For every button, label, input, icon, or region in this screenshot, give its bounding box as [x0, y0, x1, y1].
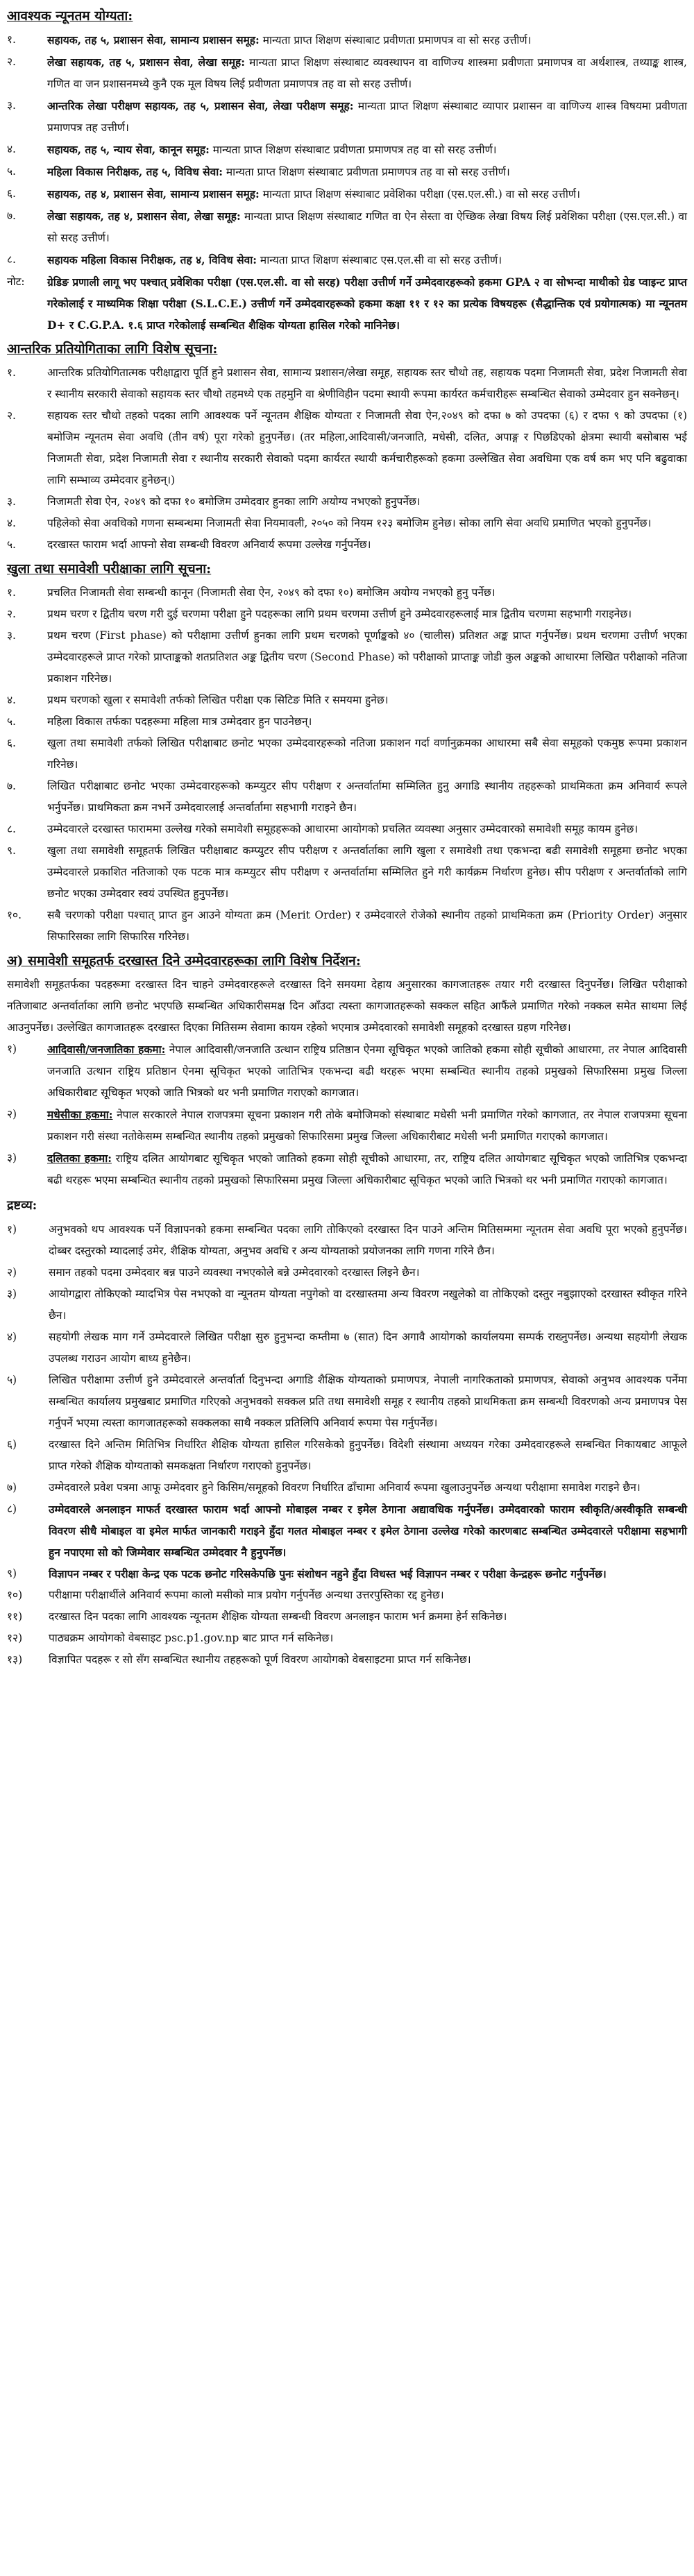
list-item	[7, 95, 687, 139]
group-requirement: राष्ट्रिय दलित आयोगबाट सूचिकृत भएको जातिको हकमा सोही सूचीको आधारमा, तर, राष्ट्रिय दलित आयोगबाट सूचिकृत भएको जातिभित्र एकभन्दा बढी थरहरू भएमा सम्बन्धित स्थानीय तहको प्रमुखको सिफारिसमा प्रमुख जिल्ला अधिकारीबाट सूचिकृत भएको जाति भित्रको थर भनी प्रमाणित गराएको कागजात।	[47, 1152, 688, 1186]
item-number: ५)	[7, 1374, 17, 1386]
item-text: परीक्षामा परीक्षार्थीले अनिवार्य रूपमा कालो मसीको मात्र प्रयोग गर्नुपर्नेछ अन्यथा उत्तरपुस्तिका रद्द हुनेछ।	[49, 1589, 444, 1601]
item-text	[47, 95, 687, 139]
list-item	[7, 405, 687, 491]
open-inclusive-heading: खुला तथा समावेशी परीक्षाका लागि सूचना:	[7, 561, 212, 577]
item-number: ६)	[7, 1438, 17, 1451]
list-item	[7, 625, 687, 690]
post-requirement: मान्यता प्राप्त शिक्षण संस्थाबाट व्यापार प्रशासन वा वाणिज्य शास्त्र विषयमा प्रवीणता प्रमाणपत्र तह उत्तीर्ण।	[47, 100, 687, 134]
item-number: ८.	[7, 823, 16, 835]
post-requirement: मान्यता प्राप्त शिक्षण संस्थाबाट गणित वा ऐन सेस्ता वा ऐच्छिक लेखा विषय लिई प्रवेशिका परीक्षा (एस.एल.सी.) वा सो सरह उत्तीर्ण।	[47, 210, 688, 244]
item-text: प्रचलित निजामती सेवा सम्बन्धी कानून (निजामती सेवा ऐन, २०४९ को दफा १०) बमोजिम अयोग्य नभएको हुनु पर्नेछ।	[47, 586, 496, 599]
item-text	[47, 139, 687, 161]
list-item	[7, 513, 687, 534]
post-title: लेखा सहायक, तह ४, प्रशासन सेवा, लेखा समूह:	[47, 210, 241, 223]
item-text: सबै चरणको परीक्षा पश्चात् प्राप्त हुन आउने योग्यता क्रम (Merit Order) र उम्मेदवारले रोजेको स्थानीय तहको प्राथमिकता क्रम (Priority Order) अनुसार सिफारिसका लागि सिफारिस गरिनेछ।	[47, 909, 687, 943]
post-title: महिला विकास निरीक्षक, तह ५, विविध सेवा:	[47, 165, 223, 178]
item-number: १०.	[7, 909, 22, 921]
item-number: ५.	[7, 538, 16, 551]
post-title: सहायक, तह ४, प्रशासन सेवा, सामान्य प्रशासन समूह:	[47, 187, 260, 201]
list-item	[7, 711, 687, 733]
list-item	[7, 1649, 687, 1671]
item-text: आन्तरिक प्रतियोगितात्मक परीक्षाद्वारा पूर्ति हुने प्रशासन सेवा, सामान्य प्रशासन/लेखा समूह, सहायक स्तर चौथो तह, सहायक पदमा निजामती सेवा, प्रदेश निजामती सेवा र स्थानीय सरकारी सेवाको सहायक स्तर चौथो तहमध्ये एक तहमुनि वा श्रेणीविहीन पदमा स्थायी रूपमा कार्यरत कर्मचारीहरू सम्बन्धित सेवाको उम्मेदवार हुन सक्नेछन्।	[47, 366, 687, 400]
item-number: ३)	[7, 1152, 17, 1164]
post-requirement: मान्यता प्राप्त शिक्षण संस्थाबाट प्रवेशिका परीक्षा (एस.एल.सी.) वा सो सरह उत्तीर्ण।	[259, 188, 580, 201]
item-text: उम्मेदवारले प्रवेश पत्रमा आफू उम्मेदवार हुने किसिम/समूहको विवरण निर्धारित ढाँचामा अनिवार्य रूपमा खुलाउनुपर्नेछ अन्यथा परीक्षामा समावेश गराइने छैन।	[49, 1481, 641, 1494]
item-text	[47, 1148, 687, 1191]
list-item	[7, 1628, 687, 1649]
item-number: ५.	[7, 715, 16, 728]
list-item	[7, 1606, 687, 1628]
list-item	[7, 1499, 687, 1563]
list-item	[7, 840, 687, 905]
list-item	[7, 1434, 687, 1477]
inclusive-group-list	[7, 1039, 687, 1191]
item-number: २)	[7, 1108, 17, 1120]
inclusive-group-intro: समावेशी समूहतर्फका पदहरूमा दरखास्त दिन चाहने उम्मेदवारहरूले दरखास्त दिने समयमा देहाय अनुसारका कागजातहरू तयार गरी दरखास्त दिनुपर्नेछ। लिखित परीक्षाको नतिजाबाट अन्तर्वार्ताका लागि छनोट भएपछि सम्बन्धित अधिकारीसमक्ष दिन आँउदा त्यस्ता कागजातहरूको सक्कल सहित आफैंले प्रमाणित गरेको नक्कल समेत साथमा लिई आउनुपर्नेछ। उल्लेखित कागजातहरू दरखास्त दिएका मितिसम्म सेवामा कायम रहेको भएमात्र उम्मेदवारको समावेशी समूहको दरखास्त ग्रहण गरिनेछ।	[7, 978, 687, 1034]
group-title: आदिवासी/जनजातिका हकमा:	[47, 1043, 166, 1056]
item-text: विज्ञापन नम्बर र परीक्षा केन्द्र एक पटक छनोट गरिसकेपछि पुनः संशोधन नहुने हुँदा विधस्त भई विज्ञापन नम्बर र परीक्षा केन्द्रहरू छनोट गर्नुपर्नेछ।	[49, 1567, 607, 1580]
min-qualification-heading: आवश्यक न्यूनतम योग्यता:	[7, 8, 133, 24]
note-label: नोट:	[7, 275, 25, 288]
item-number: ६.	[7, 737, 16, 749]
item-number: १०)	[7, 1589, 23, 1601]
list-item	[7, 1039, 687, 1104]
item-number: ४.	[7, 517, 16, 529]
item-number: १.	[7, 33, 16, 46]
item-text: समान तहको पदमा उम्मेदवार बन्न पाउने व्यवस्था नभएकोले बन्ने उम्मेदवारको दरखास्त लिइने छैन।	[49, 1266, 420, 1279]
item-text: लिखित परीक्षामा उत्तीर्ण हुने उम्मेदवारले अन्तर्वार्ता दिनुभन्दा अगाडि शैक्षिक योग्यताको प्रमाणपत्र, नेपाली नागरिकताको प्रमाणपत्र, सेवाको अनुभव आवश्यक पर्नेमा सम्बन्धित कार्यालय प्रमुखबाट प्रमाणित गरिएको अनुभवको सक्कल प्रति तथा समावेशी समूह र स्थानीय तहको प्राथमिकता क्रम सम्बन्धी विवरणको अन्य प्रमाणपत्र पेस गर्नुपर्ने भएमा त्यस्ता कागजातहरूको सक्कलका साथै नक्कल प्रतिलिपि अनिवार्य रूपमा पेस गर्नुपर्नेछ।	[49, 1374, 687, 1429]
post-requirement: मान्यता प्राप्त शिक्षण संस्थाबाट प्रवीणता प्रमाणपत्र तह वा सो सरह उत्तीर्ण।	[222, 166, 510, 178]
item-text: उम्मेदवारले दरखास्त फाराममा उल्लेख गरेको समावेशी समूहहरूको आधारमा आयोगको प्रचलित व्यवस्था अनुसार उम्मेदवारको समावेशी समूह कायम हुनेछ।	[47, 823, 638, 835]
list-item	[7, 205, 687, 249]
group-title: मधेसीका हकमा:	[47, 1108, 113, 1121]
list-item	[7, 1327, 687, 1370]
item-text: अनुभवको थप आवश्यक पर्ने विज्ञापनको हकमा सम्बन्धित पदका लागि तोकिएको दरखास्त दिन पाउने अन्तिम मितिसम्ममा न्यूनतम सेवा अवधि पूरा भएको हुनुपर्नेछ। दोब्बर दस्तुरको म्यादलाई उमेर, शैक्षिक योग्यता, अनुभव अवधि र अन्य योग्यताको प्रयोजनका लागि गणना गरिने छैन।	[49, 1223, 687, 1257]
internal-notice-list	[7, 362, 687, 556]
item-text: पाठ्यक्रम आयोगको वेबसाइट psc.p1.gov.np बाट प्राप्त गर्न सकिनेछ।	[49, 1632, 334, 1644]
notes-list	[7, 1219, 687, 1671]
list-item	[7, 183, 687, 205]
item-text: प्रथम चरणको खुला र समावेशी तर्फको लिखित परीक्षा एक सिटिङ मिति र समयमा हुनेछ।	[47, 694, 389, 706]
item-text: प्रथम चरण र द्वितीय चरण गरी दुई चरणमा परीक्षा हुने पदहरूका लागि प्रथम चरणमा उत्तीर्ण हुने उम्मेदवारहरूलाई मात्र द्वितीय चरणमा सहभागी गराइनेछ।	[47, 608, 632, 620]
item-text	[47, 161, 687, 183]
item-text: दरखास्त दिन पदका लागि आवश्यक न्यूनतम शैक्षिक योग्यता सम्बन्धी विवरण अनलाइन फाराम भर्न क्रममा हेर्न सकिनेछ।	[49, 1610, 507, 1623]
post-title: सहायक, तह ५, प्रशासन सेवा, सामान्य प्रशासन समूह:	[47, 33, 260, 46]
item-number: ३.	[7, 629, 16, 642]
item-text	[47, 29, 687, 51]
post-title: आन्तरिक लेखा परीक्षण सहायक, तह ५, प्रशासन सेवा, लेखा परीक्षण समूह:	[47, 99, 354, 112]
list-item	[7, 362, 687, 405]
item-number: २.	[7, 409, 16, 422]
item-number: १.	[7, 586, 16, 599]
item-text	[47, 249, 687, 271]
item-text: खुला तथा समावेशी तर्फको लिखित परीक्षाबाट छनोट भएका उम्मेदवारहरूको नतिजा प्रकाशन गर्दा वर्णानुक्रमका आधारमा सबै सेवा समूहको एकमुष्ठ रूपमा प्रकाशन गरिनेछ।	[47, 737, 687, 771]
group-requirement: नेपाल सरकारले नेपाल राजपत्रमा सूचना प्रकाशन गरी तोके बमोजिमको संस्थाबाट मधेसी भनी प्रमाणित गरेको कागजात, तर नेपाल राजपत्रमा सूचना प्रकाशन गरी संस्था नतोकेसम्म सम्बन्धित स्थानीय तहको प्रमुखको सिफारिसमा प्रमुख जिल्ला अधिकारीबाट मधेसी भनी प्रमाणित गराएको कागजात।	[47, 1109, 687, 1143]
list-item	[7, 29, 687, 51]
post-requirement: मान्यता प्राप्त शिक्षण संस्थाबाट प्रवीणता प्रमाणपत्र तह वा सो सरह उत्तीर्ण।	[209, 144, 497, 156]
list-item	[7, 1219, 687, 1262]
item-text	[47, 1039, 687, 1104]
item-text: प्रथम चरण (First phase) को परीक्षामा उत्तीर्ण हुनका लागि प्रथम चरणको पूर्णाङ्कको ४० (चालीस) प्रतिशत अङ्क प्राप्त गर्नुपर्नेछ। प्रथम चरणमा उत्तीर्ण भएका उम्मेदवारहरूले प्राप्त गरेको प्राप्ताङ्कको शतप्रतिशत अङ्क द्वितीय चरण (Second Phase) को परीक्षाको प्राप्ताङ्क जोडी कुल अङ्कको आधारमा लिखित परीक्षाको नतिजा प्रकाशन गरिनेछ।	[47, 629, 687, 685]
item-text	[47, 1104, 687, 1148]
list-item	[7, 1262, 687, 1283]
post-requirement: मान्यता प्राप्त शिक्षण संस्थाबाट प्रवीणता प्रमाणपत्र वा सो सरह उत्तीर्ण।	[259, 34, 532, 46]
grading-note	[7, 271, 687, 336]
item-text: सहायक स्तर चौथो तहको पदका लागि आवश्यक पर्ने न्यूनतम शैक्षिक योग्यता र निजामती सेवा ऐन,२०४९ को दफा ७ को उपदफा (६) र दफा ९ को उपदफा (१) बमोजिम न्यूनतम सेवा अवधि (तीन वर्ष) पूरा गरेको हुनुपर्नेछ। (तर महिला,आदिवासी/जनजाति, मधेसी, दलित, अपाङ्ग र पिछडिएको क्षेत्रमा स्थायी बसोबास भई निजामती सेवा, प्रदेश निजामती सेवा र स्थानीय सरकारी सेवाको पदमा कार्यरत स्थायी कर्मचारीहरूको हकमा उल्लेखित सेवा अवधिमा एक वर्ष कम भए पनि बढुवाका लागि सम्भाव्य उम्मेदवार हुनेछन्।)	[47, 409, 687, 486]
item-number: ७.	[7, 210, 16, 222]
list-item	[7, 51, 687, 95]
post-title: सहायक, तह ५, न्याय सेवा, कानून समूह:	[47, 143, 210, 156]
item-number: ८.	[7, 253, 16, 266]
post-requirement: मान्यता प्राप्त शिक्षण संस्थाबाट एस.एल.सी वा सो सरह उत्तीर्ण।	[257, 254, 502, 266]
item-number: १२)	[7, 1632, 23, 1644]
item-text: निजामती सेवा ऐन, २०४९ को दफा १० बमोजिम उम्मेदवार हुनका लागि अयोग्य नभएको हुनुपर्नेछ।	[47, 495, 421, 508]
list-item	[7, 905, 687, 948]
item-text: महिला विकास तर्फका पदहरूमा महिला मात्र उम्मेदवार हुन पाउनेछन्।	[47, 715, 312, 728]
item-number: २.	[7, 608, 16, 620]
item-text	[47, 205, 687, 249]
qualification-list	[7, 29, 687, 336]
note-text: ग्रेडिङ प्रणाली लागू भए पश्चात् प्रवेशिका परीक्षा (एस.एल.सी. वा सो सरह) परीक्षा उत्तीर्ण गर्ने उम्मेदवारहरूको हकमा GPA २ वा सोभन्दा माथीको ग्रेड प्वाइन्ट प्राप्त गरेकोलाई र माध्यमिक शिक्षा परीक्षा (S.L.C.E.) उत्तीर्ण गर्ने उम्मेदवारहरूको हकमा कक्षा ११ र १२ का प्रत्येक विषयहरू (सैद्धान्तिक एवं प्रयोगात्मक) मा न्यूनतम D+ र C.G.P.A. १.६ प्राप्त गरेकोलाई सम्बन्धित शैक्षिक योग्यता हासिल गरेको मानिनेछ।	[47, 275, 687, 332]
notes-heading: द्रष्टव्य:	[7, 1198, 37, 1213]
group-title: दलितका हकमा:	[47, 1152, 112, 1165]
group-requirement: नेपाल आदिवासी/जनजाति उत्थान राष्ट्रिय प्रतिष्ठान ऐनमा सूचिकृत भएको जातिको हकमा सोही सूचीको आधारमा, तर नेपाल आदिवासी जनजाति उत्थान राष्ट्रिय प्रतिष्ठान ऐनमा सूचिकृत भएको जातिभित्र एकभन्दा बढी थरहरू भएमा सम्बन्धित स्थानीय तहको प्रमुखको सिफारिसमा प्रमुख जिल्ला अधिकारीबाट सूचिकृत भएको जाति भित्रको थर भनी प्रमाणित गराएको कागजात।	[47, 1043, 687, 1099]
list-item	[7, 534, 687, 556]
item-number: ९.	[7, 844, 16, 857]
list-item	[7, 819, 687, 840]
list-item	[7, 1370, 687, 1434]
list-item	[7, 1283, 687, 1327]
list-item	[7, 1104, 687, 1148]
item-text: उम्मेदवारले अनलाइन माफर्त दरखास्त फाराम भर्दा आफ्नो मोबाइल नम्बर र इमेल ठेगाना अद्यावधिक गर्नुपर्नेछ। उम्मेदवारको फाराम स्वीकृति/अस्वीकृति सम्बन्धी विवरण सीधै मोबाइल वा इमेल मार्फत जानकारी गराइने हुँदा गलत मोबाइल नम्बर र इमेल ठेगाना उल्लेख गरेको कारणबाट सम्बन्धित उम्मेदवारले परीक्षामा सहभागी हुन नपाएमा सो को जिम्मेवार सम्बन्धित उम्मेदवार नै हुनुपर्नेछ।	[49, 1503, 687, 1559]
item-number: ३)	[7, 1288, 17, 1300]
item-text: पहिलेको सेवा अवधिको गणना सम्बन्धमा निजामती सेवा नियमावली, २०५० को नियम १२३ बमोजिम हुनेछ। सोका लागि सेवा अवधि प्रमाणित भएको हुनुपर्नेछ।	[47, 517, 652, 529]
list-item	[7, 776, 687, 819]
list-item	[7, 690, 687, 711]
item-text	[47, 51, 687, 95]
item-number: ३.	[7, 495, 16, 508]
list-item	[7, 139, 687, 161]
list-item	[7, 1585, 687, 1606]
item-text: लिखित परीक्षाबाट छनोट भएका उम्मेदवारहरूको कम्प्युटर सीप परीक्षण र अन्तर्वार्तामा सम्मिलित हुनु अगाडि स्थानीय तहहरूको प्राथमिकता क्रम अनिवार्य रूपले भर्नुपर्नेछ। प्राथमिकता क्रम नभर्ने उम्मेदवारलाई अन्तर्वार्तामा सहभागी गराइने छैन।	[47, 780, 687, 814]
item-text: आयोगद्वारा तोकिएको म्यादभित्र पेस नभएको वा न्यूनतम योग्यता नपुगेको वा दरखास्तमा अन्य विवरण नखुलेको वा तोकिएको दस्तुर नबुझाएको दरखास्त स्वीकृत गरिने छैन।	[49, 1288, 687, 1322]
post-requirement: मान्यता प्राप्त शिक्षण संस्थाबाट व्यवस्थापन वा वाणिज्य शास्त्रमा प्रवीणता प्रमाणपत्र वा अर्थशास्त्र, तथ्याङ्क शास्त्र, गणित वा जन प्रशासनमध्ये कुनै एक मूल विषय लिई प्रवीणता प्रमाणपत्र तह वा सो सरह उत्तीर्ण।	[47, 56, 687, 90]
list-item	[7, 582, 687, 604]
item-number: १.	[7, 366, 16, 379]
post-title: लेखा सहायक, तह ५, प्रशासन सेवा, लेखा समूह:	[47, 56, 245, 69]
item-text: दरखास्त फाराम भर्दा आफ्नो सेवा सम्बन्धी विवरण अनिवार्य रूपमा उल्लेख गर्नुपर्नेछ।	[47, 538, 371, 551]
item-number: ४)	[7, 1331, 17, 1343]
item-number: ७)	[7, 1481, 17, 1494]
item-text: खुला तथा समावेशी समूहतर्फ लिखित परीक्षाबाट कम्प्युटर सीप परीक्षण र अन्तर्वार्ताका लागि खुला र समावेशी तथा एकभन्दा बढी समावेशी समूहमा छनोट भएका उम्मेदवारले प्रकाशित नतिजाको एक पटक मात्र कम्प्युटर सीप परीक्षण र अन्तर्वार्तामा सम्मिलित हुने गरी कार्यक्रम निर्धारण हुनेछ। सीप परीक्षण र अन्तर्वार्ताको लागि छनोट भएका उम्मेदवार स्वयं उपस्थित हुनुपर्नेछ।	[47, 844, 687, 900]
item-number: ४.	[7, 694, 16, 706]
open-inclusive-list	[7, 582, 687, 948]
item-number: १३)	[7, 1653, 23, 1666]
item-text	[47, 183, 687, 205]
item-number: २)	[7, 1266, 17, 1279]
list-item	[7, 491, 687, 513]
item-number: २.	[7, 56, 16, 68]
list-item	[7, 604, 687, 625]
item-text: दरखास्त दिने अन्तिम मितिभित्र निर्धारित शैक्षिक योग्यता हासिल गरिसकेको हुनुपर्नेछ। विदेशी संस्थामा अध्ययन गरेका उम्मेदवारहरूले सम्बन्धित निकायबाट आफूले प्राप्त गरेको शैक्षिक योग्यताको समकक्षता निर्धारण गराएको हुनुपर्नेछ।	[49, 1438, 687, 1472]
item-number: ६.	[7, 187, 16, 200]
list-item	[7, 733, 687, 776]
inclusive-group-heading: अ) समावेशी समूहतर्फ दरखास्त दिने उम्मेदवारहरूका लागि विशेष निर्देशन:	[7, 953, 361, 969]
list-item	[7, 1148, 687, 1191]
item-number: १)	[7, 1043, 17, 1055]
item-number: ९)	[7, 1567, 17, 1580]
list-item	[7, 249, 687, 271]
item-number: १)	[7, 1223, 17, 1236]
item-number: ३.	[7, 99, 16, 112]
internal-competition-heading: आन्तरिक प्रतियोगिताका लागि विशेष सूचना:	[7, 341, 218, 357]
item-number: ७.	[7, 780, 16, 792]
post-title: सहायक महिला विकास निरीक्षक, तह ४, विविध सेवा:	[47, 253, 257, 266]
item-text: सहयोगी लेखक माग गर्ने उम्मेदवारले लिखित परीक्षा सुरु हुनुभन्दा कम्तीमा ७ (सात) दिन अगावै आयोगको कार्यालयमा सम्पर्क राख्नुपर्नेछ। अन्यथा सहयोगी लेखक उपलब्ध गराउन आयोग बाध्य हुनेछैन।	[49, 1331, 687, 1365]
item-number: ४.	[7, 143, 16, 155]
item-number: ५.	[7, 165, 16, 178]
item-number: ११)	[7, 1610, 23, 1623]
item-text: विज्ञापित पदहरू र सो सँग सम्बन्धित स्थानीय तहहरूको पूर्ण विवरण आयोगको वेबसाइटमा प्राप्त गर्न सकिनेछ।	[49, 1653, 471, 1666]
list-item	[7, 1563, 687, 1585]
list-item	[7, 1477, 687, 1499]
item-number: ८)	[7, 1503, 17, 1515]
list-item	[7, 161, 687, 183]
